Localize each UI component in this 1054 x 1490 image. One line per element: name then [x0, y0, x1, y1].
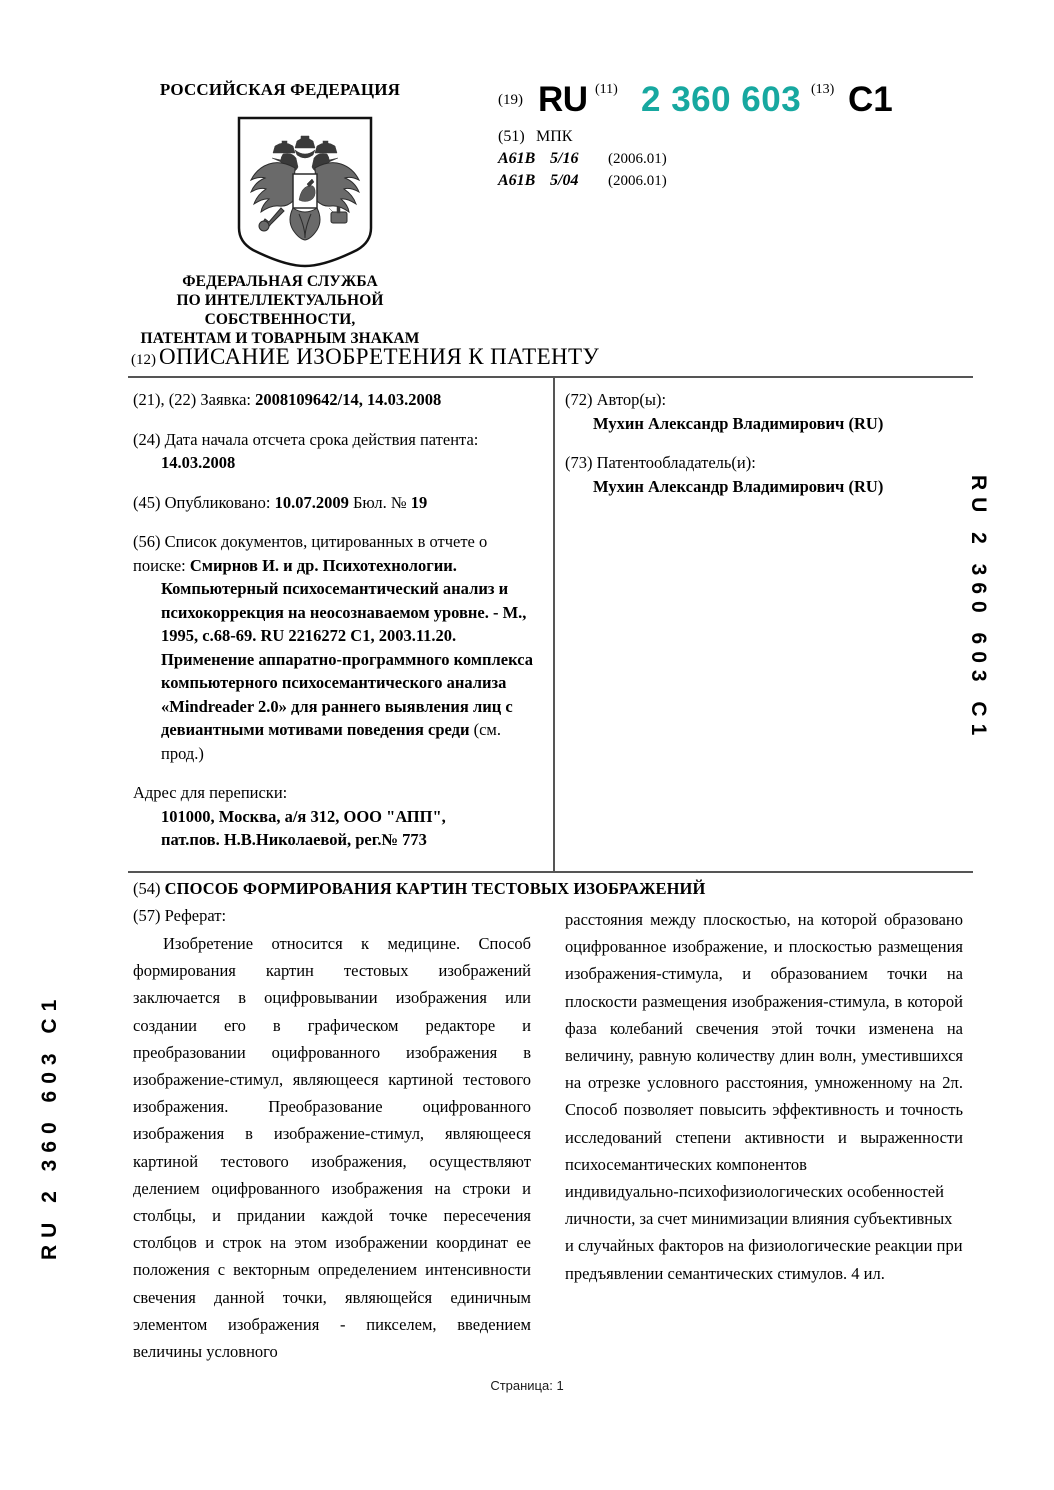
ipc-class: A61B	[498, 150, 536, 167]
country-code: RU	[538, 80, 588, 119]
inid-57: (57)	[133, 906, 161, 925]
patent-number-line	[498, 80, 958, 130]
citation-continuation: (см. прод.)	[161, 720, 501, 763]
field-patent-holder	[565, 451, 965, 498]
side-mark-right: RU 2 360 603 C1	[967, 475, 990, 743]
inid-21-22: (21), (22)	[133, 390, 197, 409]
citation-headline: Смирнов И. и др. Психотехнологии.	[189, 555, 457, 575]
inid-56: (56)	[133, 532, 161, 551]
inid-11: (11)	[595, 82, 618, 97]
inid-12: (12)	[131, 352, 156, 368]
inid-54: (54)	[133, 879, 161, 898]
address-label: Адрес для переписки:	[133, 783, 288, 802]
published-date: 10.07.2009	[274, 492, 349, 512]
biblio-bottom-rule	[128, 871, 973, 873]
citation-body: Компьютерный психосемантический анализ и психокоррекция на неосознаваемом уровне. - М., 1995, с.68-69. RU 2216272 C1, 2003.11.20. Применение аппаратно-программного комплекса компьютерного психосемантического анализа «Mindreader 2.0» для раннего выявления лиц с девиантными мотивами поведения среди	[161, 579, 533, 739]
application-label: Заявка:	[200, 390, 252, 409]
ipc-version: (2006.01)	[608, 151, 667, 167]
inid-19: (19)	[498, 92, 523, 108]
ipc-row	[498, 148, 928, 170]
abstract-left-column	[133, 930, 531, 1365]
ipc-block	[498, 128, 928, 192]
inid-45: (45)	[133, 492, 161, 512]
abstract-right-column	[565, 906, 963, 1287]
patent-number: 2 360 603	[641, 80, 802, 119]
side-mark-left: RU 2 360 603 C1	[38, 992, 61, 1260]
ipc-version: (2006.01)	[608, 173, 667, 189]
application-value: 2008109642/14, 14.03.2008	[255, 390, 442, 409]
ipc-row	[498, 170, 928, 192]
page-footer	[0, 1378, 1054, 1393]
country-name: РОССИЙСКАЯ ФЕДЕРАЦИЯ	[159, 80, 401, 99]
inid-72: (72)	[565, 390, 593, 409]
abstract-text-right: расстояния между плоскостью, на которой образовано оцифрованное изображение, и плоскостью размещения изображения-стимула, и образованием точки на плоскости размещения изображения-стимула, в которой фаза колебаний свечения этой точки изменена на величину, равную количеству длин волн, уместившихся на отрезке условного расстояния, умноженному на 2π. Способ позволяет повысить эффективность и точность исследований степени активности и выраженности психосемантических компонентов	[565, 910, 963, 1174]
ipc-class: A61B	[498, 172, 536, 189]
term-start-value: 14.03.2008	[161, 453, 236, 472]
field-correspondence-address	[133, 781, 543, 852]
bulletin-number: 19	[410, 492, 428, 512]
address-line-1: 101000, Москва, а/я 312, ООО "АПП",	[161, 806, 446, 826]
biblio-column-divider	[553, 377, 555, 871]
agency-line-1: ФЕДЕРАЛЬНАЯ СЛУЖБА	[182, 273, 378, 290]
abstract-label-line	[133, 906, 226, 926]
agency-line-3: ПАТЕНТАМ И ТОВАРНЫМ ЗНАКАМ	[140, 330, 420, 347]
invention-title-line	[133, 879, 933, 899]
address-line-2: пат.пов. Н.В.Николаевой, рег.№ 773	[161, 830, 427, 849]
agency-name	[110, 272, 450, 348]
ipc-heading	[498, 128, 928, 146]
inid-24: (24)	[133, 429, 161, 449]
kind-code: C1	[848, 80, 893, 119]
ipc-group: 5/16	[550, 150, 579, 167]
biblio-top-rule	[128, 376, 973, 378]
citations-label-2: поиске:	[133, 555, 186, 575]
document-type-line	[131, 344, 831, 370]
abstract-label: Реферат:	[164, 906, 227, 925]
field-author	[565, 388, 965, 435]
document-header	[0, 0, 1054, 345]
page-number-label: Страница: 1	[490, 1378, 564, 1393]
russian-coat-of-arms-icon	[237, 116, 373, 268]
term-start-label: Дата начала отсчета срока действия патента:	[164, 429, 479, 449]
biblio-right-column	[565, 388, 965, 514]
ipc-group: 5/04	[550, 172, 579, 189]
agency-line-2: ПО ИНТЕЛЛЕКТУАЛЬНОЙ СОБСТВЕННОСТИ,	[176, 292, 384, 328]
author-label: Автор(ы):	[596, 390, 667, 409]
ipc-label: МПК	[536, 128, 573, 145]
author-value: Мухин Александр Владимирович (RU)	[593, 413, 884, 433]
document-type-title: ОПИСАНИЕ ИЗОБРЕТЕНИЯ К ПАТЕНТУ	[159, 344, 600, 369]
inid-51: (51)	[498, 128, 525, 145]
patent-holder-label: Патентообладатель(и):	[596, 453, 756, 472]
biblio-left-column	[133, 388, 543, 868]
patent-holder-value: Мухин Александр Владимирович (RU)	[593, 476, 884, 496]
inid-73: (73)	[565, 453, 593, 472]
abstract-text-right-2: индивидуально-психофизиологических особенностей личности, за счет минимизации влияния субъективных и случайных факторов на физиологические реакции при предъявлении семантических стимулов. 4 ил.	[565, 1182, 963, 1283]
field-citations	[133, 530, 543, 765]
field-application	[133, 388, 543, 412]
inid-13: (13)	[811, 82, 835, 97]
field-term-start	[133, 428, 543, 475]
citations-label-1: Список документов, цитированных в отчете о	[164, 532, 488, 551]
published-label: Опубликовано:	[164, 492, 271, 512]
field-published	[133, 491, 543, 515]
bulletin-label: Бюл. №	[352, 492, 407, 512]
abstract-text-left: Изобретение относится к медицине. Способ формирования картин тестовых изображений заключается в оцифровывании изображения или создании его в графическом редакторе и преобразовании оцифрованного изображения в изображение-стимул, являющееся картиной тестового изображения. Преобразование оцифрованного изображения в изображение-стимул, являющееся картиной тестового изображения, осуществляют делением оцифрованного изображения на строки и столбцы, и придании каждой точке пересечения столбцов и строк на этом изображении координат ее положения с векторным определением интенсивности свечения данной точки, являющейся единичным элементом изображения - пикселем, введением величины условного	[133, 934, 531, 1362]
invention-title: СПОСОБ ФОРМИРОВАНИЯ КАРТИН ТЕСТОВЫХ ИЗОБРАЖЕНИЙ	[164, 879, 706, 898]
